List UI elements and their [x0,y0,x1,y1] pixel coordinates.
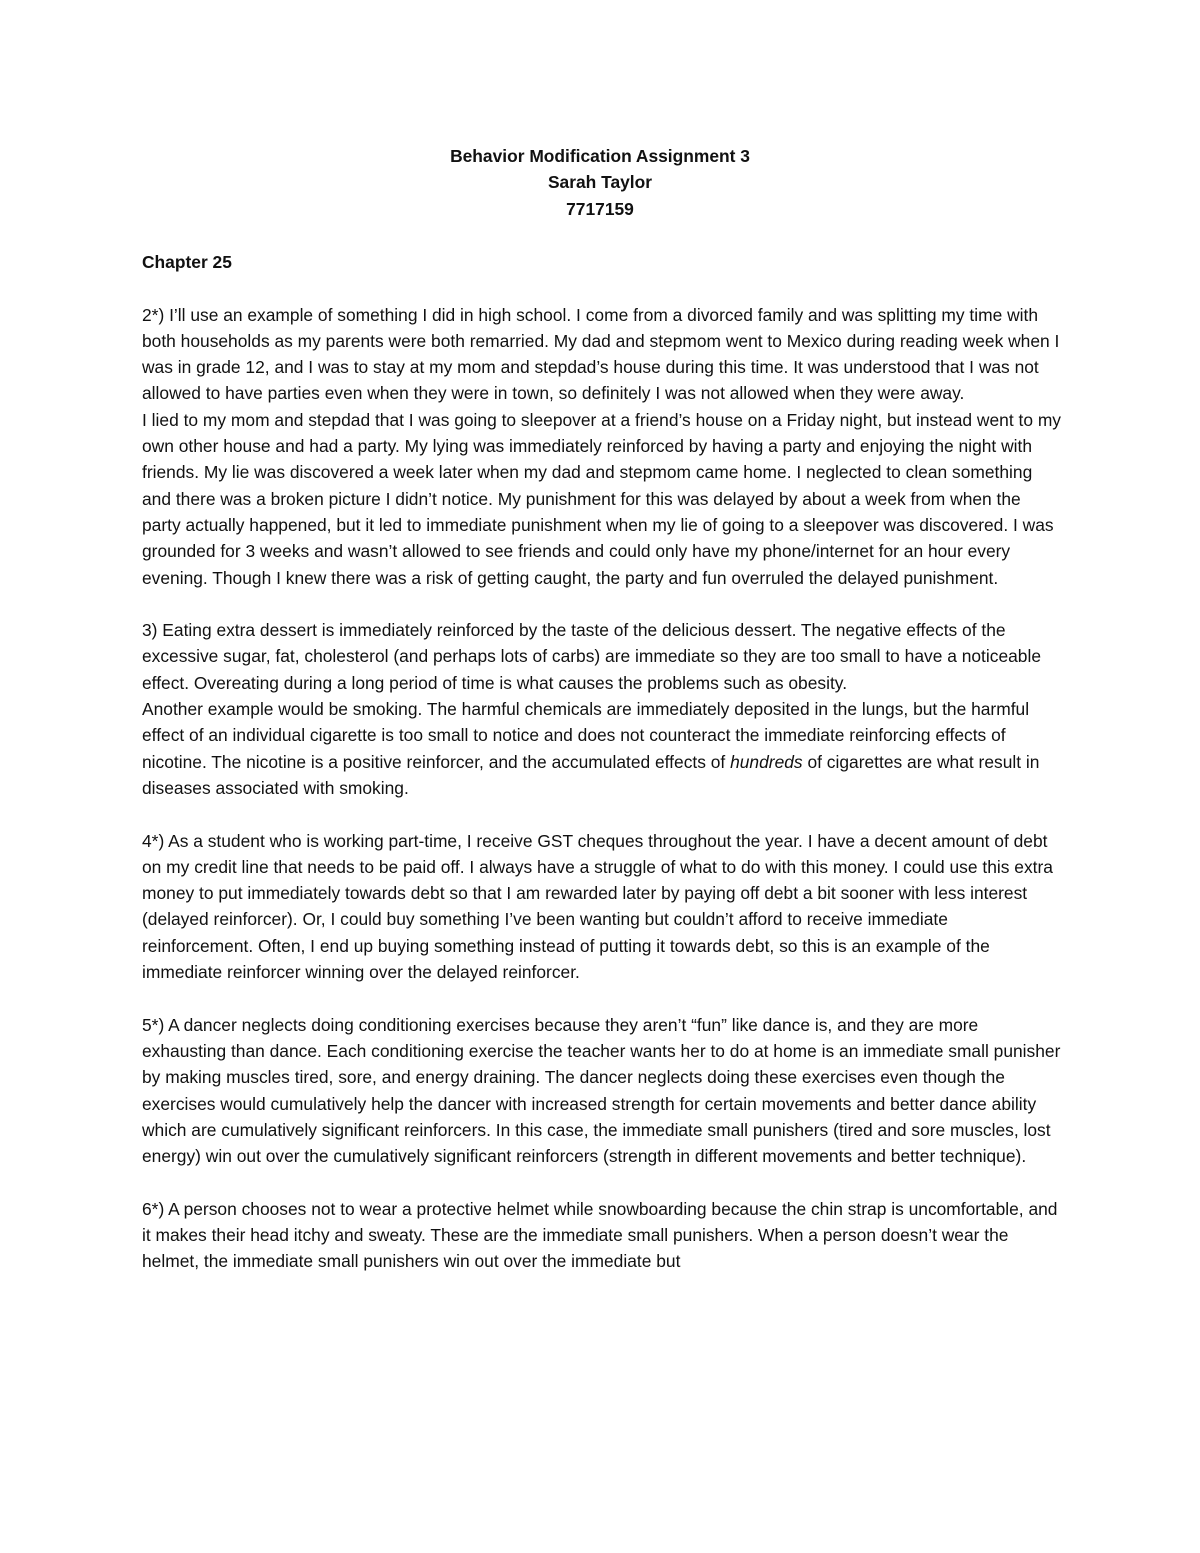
answer-paragraph [142,696,1062,801]
answer-paragraph [142,1012,1062,1170]
answer-text: Another example would be smoking. The harmful chemicals are immediately deposited in the lungs, but the harmful effect of an individual cigarette is too small to notice and does not counteract the immediate reinforcing effects of nicotine. The nicotine is a positive reinforcer, and the accumulated effects of [142,699,1030,772]
answer-paragraph [142,828,1062,986]
answer-paragraph [142,302,1062,407]
answer-text: Eating extra dessert is immediately reinforced by the taste of the delicious dessert. The negative effects of the excessive sugar, fat, cholesterol (and perhaps lots of carbs) are immediate so they are too small to have a noticeable effect. Overeating during a long period of time is what causes the problems such as obesity. [142,620,1041,693]
answer-6 [142,1196,1062,1275]
author-name: Sarah Taylor [547,172,653,193]
answer-text: A dancer neglects doing conditioning exercises because they aren’t “fun” like dance is, and they are more exhausting than dance. Each conditioning exercise the teacher wants her to do at home is an immediate small punisher by making muscles tired, sore, and energy draining. The dancer neglects doing these exercises even though the exercises would cumulatively help the dancer with increased strength for certain movements and better dance ability which are cumulatively significant reinforcers. In this case, the immediate small punishers (tired and sore muscles, lost energy) win out over the cumulatively significant reinforcers (strength in different movements and better technique). [142,1014,1061,1167]
answer-paragraph [142,1196,1062,1275]
chapter-heading: Chapter 25 [142,252,232,272]
answer-text: As a student who is working part-time, I receive GST cheques throughout the year. I have a decent amount of debt on my credit line that needs to be paid off. I always have a struggle of what to do with this money. I could use this extra money to put immediately towards debt so that I am rewarded later by paying off debt a bit sooner with less interest (delayed reinforcer). Or, I could buy something I’ve been wanting but couldn’t afford to receive immediate reinforcement. Often, I end up buying something instead of putting it towards debt, so this is an example of the immediate reinforcer winning over the delayed reinforcer. [142,830,1053,983]
emphasized-text: hundreds [730,751,803,772]
document-body [142,249,1062,1301]
answer-3 [142,617,1062,801]
answer-number: 6*) [142,1198,165,1219]
answer-2 [142,302,1062,591]
answer-5 [142,1012,1062,1170]
answer-text: A person chooses not to wear a protective helmet while snowboarding because the chin strap is uncomfortable, and it makes their head itchy and sweaty. These are the immediate small punishers. When a person doesn’t wear the helmet, the immediate small punishers win out over the immediate but [142,1198,1058,1272]
student-number: 7717159 [566,198,634,219]
answer-number: 2*) [142,304,165,325]
document-header [0,143,1200,222]
answer-text: of cigarettes are what result in diseases associated with smoking. [142,751,1040,798]
answer-paragraph [142,617,1062,696]
answer-number: 3) [142,620,158,641]
answer-number: 5*) [142,1014,165,1035]
answer-number: 4*) [142,830,165,851]
document-title: Behavior Modification Assignment 3 [450,146,750,166]
answer-4 [142,828,1062,986]
answer-text: I’ll use an example of something I did in high school. I come from a divorced family and was splitting my time with both households as my parents were both remarried. My dad and stepmom went to Mexico during reading week when I was in grade 12, and I was to stay at my mom and stepdad’s house during this time. It was understood that I was not allowed to have parties even when they were in town, so definitely I was not allowed when they were away. [142,304,1060,404]
answer-paragraph: I lied to my mom and stepdad that I was going to sleepover at a friend’s house on a Friday night, but instead went to my own other house and had a party. My lying was immediately reinforced by having a party and enjoying the night with friends. My lie was discovered a week later when my dad and stepmom came home. I neglected to clean something and there was a broken picture I didn’t notice. My punishment for this was delayed by about a week from when the party actually happened, but it led to immediate punishment when my lie of going to a sleepover was discovered. I was grounded for 3 weeks and wasn’t allowed to see friends and could only have my phone/internet for an hour every evening. Though I knew there was a risk of getting caught, the party and fun overruled the delayed punishment. [142,409,1062,588]
